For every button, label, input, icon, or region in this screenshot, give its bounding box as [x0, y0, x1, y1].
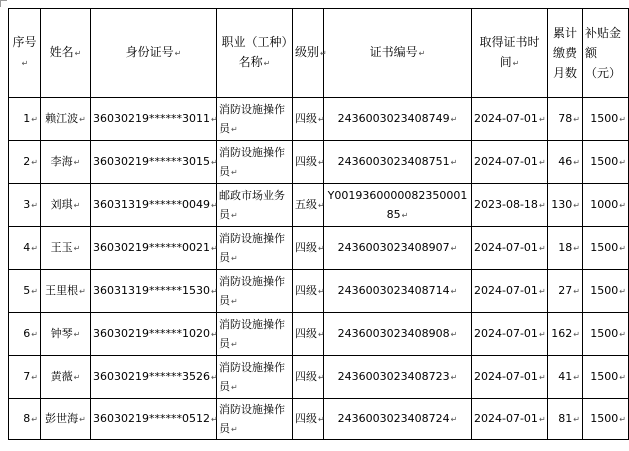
cell-id-number: 36030219******3526 ↵ — [91, 356, 217, 399]
cell-months: 130 ↵ — [548, 184, 583, 227]
cell-level: 四级 ↵ — [293, 227, 324, 270]
cell-subsidy: 1500 ↵ — [583, 399, 629, 440]
cell-occupation: 消防设施操作员 ↵ — [217, 141, 293, 184]
cell-level: 四级 ↵ — [293, 356, 324, 399]
cell-id-number: 36030219******3011 ↵ — [91, 98, 217, 141]
header-subsidy: 补贴金额（元） — [583, 9, 629, 98]
cell-id-number: 36030219******1020 ↵ — [91, 313, 217, 356]
header-level: 级别 ↵ — [293, 9, 324, 98]
cell-name: 王里根 ↵ — [41, 270, 91, 313]
cell-id-number: 36030219******0512 ↵ — [91, 399, 217, 440]
cell-seq: 4 ↵ — [9, 227, 41, 270]
table-header-row — [9, 9, 629, 98]
header-seq: 序号 ↵ — [9, 9, 41, 98]
table-row — [9, 227, 629, 270]
cell-id-number: 36031319******0049 ↵ — [91, 184, 217, 227]
cell-date: 2024-07-01 ↵ — [472, 399, 548, 440]
cell-months: 162 ↵ — [548, 313, 583, 356]
cell-name: 黄薇 ↵ — [41, 356, 91, 399]
header-cert-no: 证书编号 ↵ — [324, 9, 472, 98]
cell-date: 2024-07-01 ↵ — [472, 356, 548, 399]
cell-months: 41 ↵ — [548, 356, 583, 399]
table-row — [9, 184, 629, 227]
cell-subsidy: 1500 ↵ — [583, 141, 629, 184]
cell-seq: 5 ↵ — [9, 270, 41, 313]
cell-subsidy: 1500 ↵ — [583, 270, 629, 313]
cell-id-number: 36030219******3015 ↵ — [91, 141, 217, 184]
cell-subsidy: 1500 ↵ — [583, 313, 629, 356]
cell-name: 赖江波 ↵ — [41, 98, 91, 141]
cell-level: 四级 ↵ — [293, 98, 324, 141]
cell-months: 46 ↵ — [548, 141, 583, 184]
page-corner-mark — [0, 0, 7, 7]
cell-cert-no: 2436003023408907 ↵ — [324, 227, 472, 270]
table-row — [9, 270, 629, 313]
cell-id-number: 36031319******1530 ↵ — [91, 270, 217, 313]
table-row — [9, 141, 629, 184]
cell-months: 78 ↵ — [548, 98, 583, 141]
table-row — [9, 98, 629, 141]
table-row — [9, 356, 629, 399]
cell-date: 2024-07-01 ↵ — [472, 98, 548, 141]
cell-subsidy: 1500 ↵ — [583, 356, 629, 399]
cell-level: 四级 ↵ — [293, 141, 324, 184]
header-months: 累计缴费月数 — [548, 9, 583, 98]
cell-occupation: 消防设施操作员 ↵ — [217, 313, 293, 356]
cell-seq: 6 ↵ — [9, 313, 41, 356]
cell-date: 2024-07-01 ↵ — [472, 141, 548, 184]
cell-id-number: 36030219******0021 ↵ — [91, 227, 217, 270]
header-name: 姓名 ↵ — [41, 9, 91, 98]
cell-cert-no: 2436003023408751 ↵ — [324, 141, 472, 184]
cell-occupation: 消防设施操作员 ↵ — [217, 227, 293, 270]
cell-level: 四级 ↵ — [293, 313, 324, 356]
cell-seq: 7 ↵ — [9, 356, 41, 399]
cell-date: 2024-07-01 ↵ — [472, 313, 548, 356]
cell-name: 彭世海 ↵ — [41, 399, 91, 440]
cell-level: 五级 ↵ — [293, 184, 324, 227]
cell-months: 18 ↵ — [548, 227, 583, 270]
cell-subsidy: 1000 ↵ — [583, 184, 629, 227]
header-occupation: 职业（工种）名称 ↵ — [217, 9, 293, 98]
cell-cert-no: 2436003023408749 ↵ — [324, 98, 472, 141]
cell-date: 2023-08-18 ↵ — [472, 184, 548, 227]
cell-cert-no: 2436003023408908 ↵ — [324, 313, 472, 356]
cell-date: 2024-07-01 ↵ — [472, 227, 548, 270]
table-row — [9, 313, 629, 356]
cell-occupation: 消防设施操作员 ↵ — [217, 356, 293, 399]
cell-cert-no: Y001936000008235000185 ↵ — [324, 184, 472, 227]
header-id: 身份证号 ↵ — [91, 9, 217, 98]
cell-occupation: 邮政市场业务员 ↵ — [217, 184, 293, 227]
cell-name: 刘琪 ↵ — [41, 184, 91, 227]
cell-occupation: 消防设施操作员 ↵ — [217, 399, 293, 440]
cell-date: 2024-07-01 ↵ — [472, 270, 548, 313]
cell-name: 王玉 ↵ — [41, 227, 91, 270]
cell-name: 钟琴 ↵ — [41, 313, 91, 356]
cell-months: 81 ↵ — [548, 399, 583, 440]
cell-occupation: 消防设施操作员 ↵ — [217, 98, 293, 141]
cell-cert-no: 2436003023408723 ↵ — [324, 356, 472, 399]
cell-subsidy: 1500 ↵ — [583, 98, 629, 141]
cell-seq: 1 ↵ — [9, 98, 41, 141]
table-row — [9, 399, 629, 440]
cell-seq: 8 ↵ — [9, 399, 41, 440]
cell-months: 27 ↵ — [548, 270, 583, 313]
cell-cert-no: 2436003023408714 ↵ — [324, 270, 472, 313]
cell-level: 四级 ↵ — [293, 399, 324, 440]
cell-name: 李海 ↵ — [41, 141, 91, 184]
cell-occupation: 消防设施操作员 ↵ — [217, 270, 293, 313]
cell-seq: 2 ↵ — [9, 141, 41, 184]
cell-subsidy: 1500 ↵ — [583, 227, 629, 270]
cell-level: 四级 ↵ — [293, 270, 324, 313]
cell-cert-no: 2436003023408724 ↵ — [324, 399, 472, 440]
subsidy-table — [8, 8, 629, 440]
header-date: 取得证书时间 ↵ — [472, 9, 548, 98]
cell-seq: 3 ↵ — [9, 184, 41, 227]
